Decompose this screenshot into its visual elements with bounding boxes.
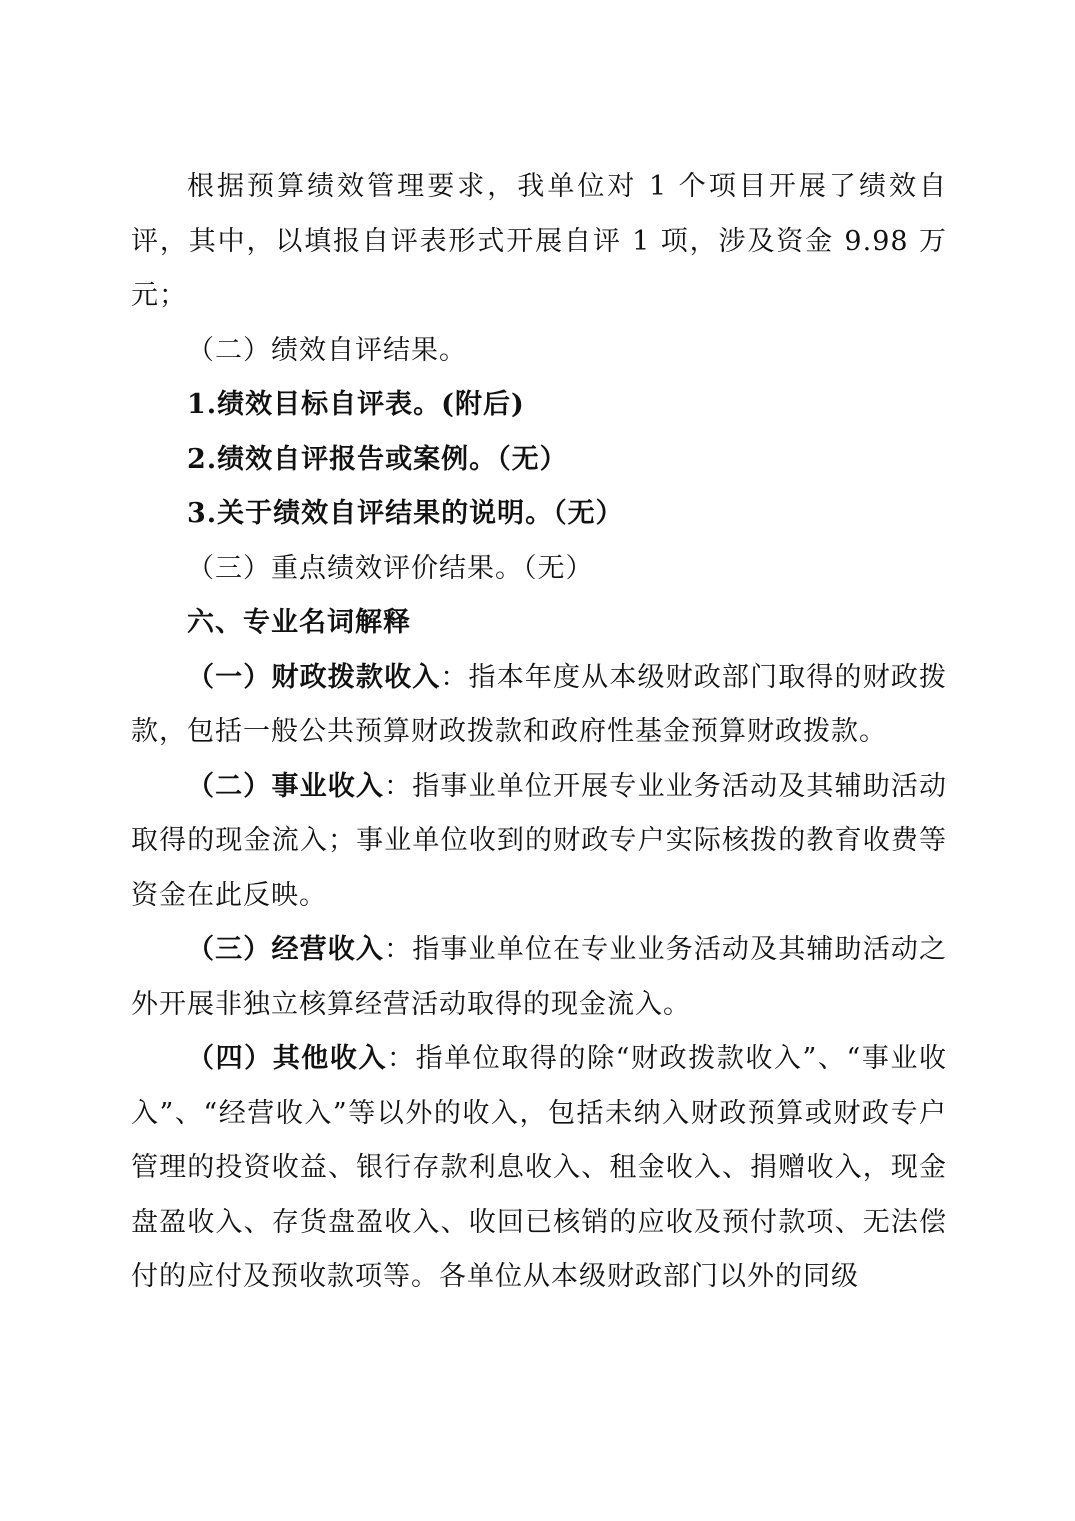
heading-key-evaluation-results: （三）重点绩效评价结果。（无） [187,552,594,584]
glossary-term: （四）其他收入 [187,1043,388,1074]
glossary-entry-operating-income [131,923,947,1032]
glossary-definition: ：指事业单位在专业业务活动及其辅助活动之外开展非独立核算经营活动取得的现金流入。 [131,934,948,1020]
item-self-evaluation-explanation: 3.关于绩效自评结果的说明。（无） [187,498,624,529]
glossary-term: （一）财政拨款收入 [187,661,441,693]
glossary-entry-other-income [131,1032,947,1305]
section-heading-glossary: 六、专业名词解释 [187,607,411,638]
item-self-evaluation-report: 2.绩效自评报告或案例。（无） [187,443,568,475]
heading-self-evaluation-results: （二）绩效自评结果。 [187,334,467,366]
glossary-definition: ：指本年度从本级财政部门取得的财政拨款，包括一般公共预算财政拨款和政府性基金预算财政拨款。 [131,661,948,747]
glossary-definition: ：指单位取得的除“财政拨款收入”、“事业收入”、“经营收入”等以外的收入，包括未纳入财政预算或财政专户管理的投资收益、银行存款利息收入、租金收入、捐赠收入，现金盘盈收入、存货盘盈收入、收回已核销的应收及预付款项、无法偿付的应付及预收款项等。各单位从本级财政部门以外的同级 [131,1043,947,1292]
glossary-term: （三）经营收入 [187,934,385,965]
glossary-entry-business-income [131,760,947,924]
glossary-entry-fiscal-appropriation [131,651,947,760]
glossary-term: （二）事业收入 [187,770,385,802]
item-goal-self-evaluation-table: 1.绩效目标自评表。(附后) [187,389,525,420]
paragraph-self-evaluation-intro: 根据预算绩效管理要求，我单位对 1 个项目开展了绩效自评，其中，以填报自评表形式开展自评 1 项，涉及资金 9.98 万元； [131,171,947,311]
glossary-definition: ：指事业单位开展专业业务活动及其辅助活动取得的现金流入；事业单位收到的财政专户实际核拨的教育收费等资金在此反映。 [131,770,948,911]
document-body [131,160,947,1305]
